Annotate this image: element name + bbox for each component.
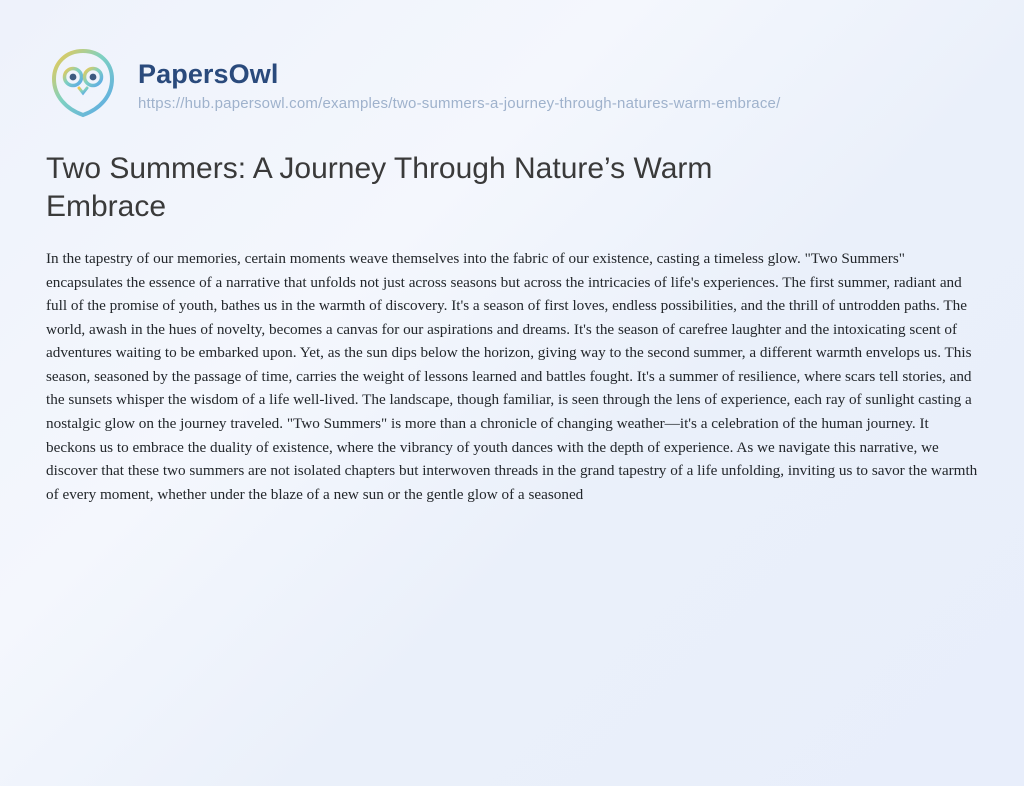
brand-block xyxy=(138,44,780,114)
site-header xyxy=(46,44,978,120)
document-body-text: In the tapestry of our memories, certain moments weave themselves into the fabric of our existence, casting a timeless glow. "Two Summers" encapsulates the essence of a narrative that unfolds not just across seasons but across the intricacies of life's experiences. The first summer, radiant and full of the promise of youth, bathes us in the warmth of discovery. It's a season of first loves, endless possibilities, and the thrill of untrodden paths. The world, awash in the hues of novelty, becomes a canvas for our aspirations and dreams. It's the season of carefree laughter and the intoxicating scent of adventures waiting to be embarked upon. Yet, as the sun dips below the horizon, giving way to the second summer, a different warmth envelops us. This season, seasoned by the passage of time, carries the weight of lessons learned and battles fought. It's a summer of resilience, where scars tell stories, and the sunsets whisper the wisdom of a life well-lived. The landscape, though familiar, is seen through the lens of experience, each ray of sunlight casting a nostalgic glow on the journey traveled. "Two Summers" is more than a chronicle of changing weather—it's a celebration of the human journey. It beckons us to embrace the duality of existence, where the vibrancy of youth dances with the depth of experience. As we navigate this narrative, we discover that these two summers are not isolated chapters but interwoven threads in the grand tapestry of a life unfolding, inviting us to savor the warmth of every moment, whether under the blaze of a new sun or the gentle glow of a seasoned xyxy=(46,250,978,503)
source-url[interactable]: https://hub.papersowl.com/examples/two-summers-a-journey-through-natures-warm-embrace/ xyxy=(138,94,781,112)
owl-logo-icon xyxy=(46,46,120,120)
brand-name: PapersOwl xyxy=(138,59,279,89)
page-title: Two Summers: A Journey Through Nature’s Warm Embrace xyxy=(46,152,713,223)
